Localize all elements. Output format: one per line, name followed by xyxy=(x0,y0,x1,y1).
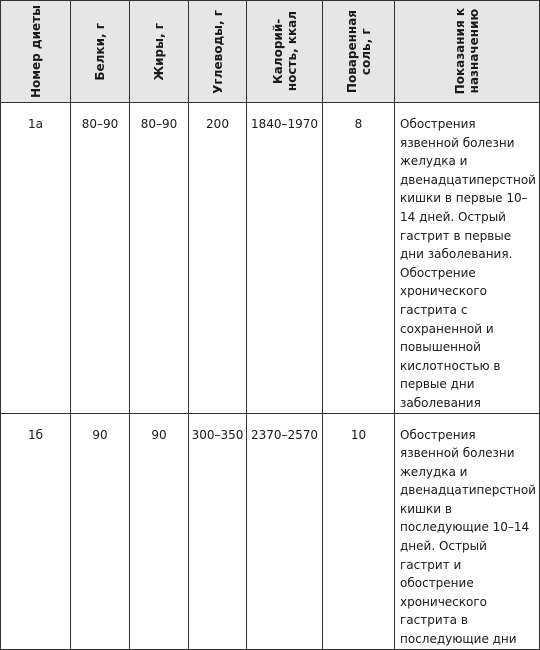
cell-salt: 10 xyxy=(323,413,395,649)
cell-fat: 80–90 xyxy=(130,103,189,414)
table-row xyxy=(1,413,540,649)
cell-diet-number: 1б xyxy=(1,413,71,649)
header-fat: Жиры, г xyxy=(130,1,189,103)
cell-fat: 90 xyxy=(130,413,189,649)
table-header-row xyxy=(1,1,540,103)
cell-salt: 8 xyxy=(323,103,395,414)
header-calories: Калорий- ность, ккал xyxy=(247,1,323,103)
cell-carbs: 300–350 xyxy=(189,413,247,649)
cell-protein: 90 xyxy=(71,413,130,649)
cell-indications: Обострения язвенной болезни желудка и двенадцатиперстной кишки в последующие 10–14 дней. Острый гастрит и обострение хронического гастрита в последующие дни xyxy=(395,413,540,649)
header-carbs: Углеводы, г xyxy=(189,1,247,103)
header-protein: Белки, г xyxy=(71,1,130,103)
cell-protein: 80–90 xyxy=(71,103,130,414)
cell-carbs: 200 xyxy=(189,103,247,414)
header-indications: Показания к назначению xyxy=(395,1,540,103)
cell-diet-number: 1а xyxy=(1,103,71,414)
table-row xyxy=(1,103,540,414)
header-salt: Поваренная соль, г xyxy=(323,1,395,103)
header-diet-number: Номер диеты xyxy=(1,1,71,103)
cell-calories: 2370–2570 xyxy=(247,413,323,649)
cell-indications: Обострения язвенной болезни желудка и двенадцатиперстной кишки в первые 10–14 дней. Острый гастрит в первые дни заболевания. Обострение хронического гастрита с сохраненной и повышенной кислотностью в первые дни заболевания xyxy=(395,103,540,414)
cell-calories: 1840–1970 xyxy=(247,103,323,414)
